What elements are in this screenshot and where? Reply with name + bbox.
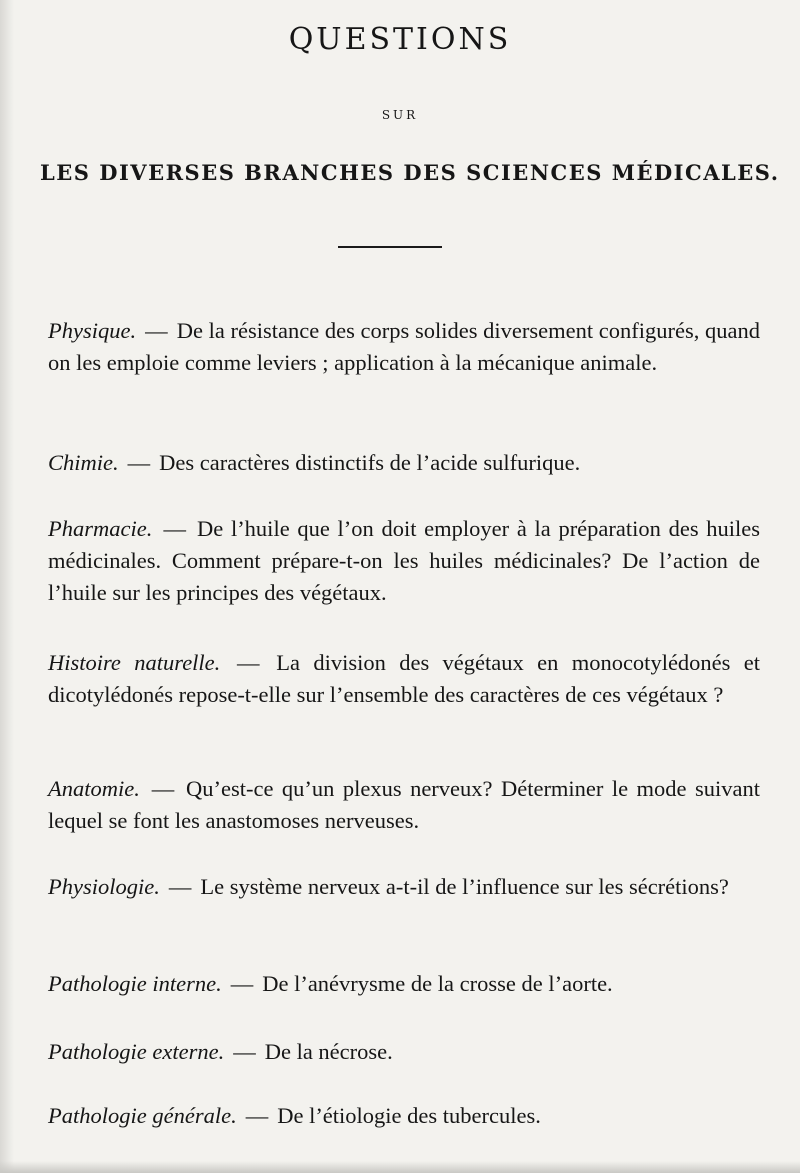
question-separator: — (245, 1103, 269, 1128)
question-separator: — (168, 874, 192, 899)
question-separator: — (145, 318, 168, 343)
question-separator: — (127, 450, 151, 475)
question-subject: Physiologie. (48, 874, 160, 899)
question-text: De l’étiologie des tubercules. (277, 1103, 541, 1128)
question-subject: Pharmacie. (48, 516, 153, 541)
page-subtitle: LES DIVERSES BRANCHES DES SCIENCES MÉDICALES. (40, 160, 780, 185)
scan-shadow-bottom (0, 1161, 800, 1173)
scan-shadow-left (0, 0, 14, 1173)
question-subject: Physique. (48, 318, 137, 343)
question-text: De l’anévrysme de la crosse de l’aorte. (262, 971, 613, 996)
question-anatomie (48, 773, 760, 837)
question-chimie (48, 447, 760, 479)
question-pathologie-externe (48, 1036, 760, 1068)
question-separator: — (230, 971, 254, 996)
question-pathologie-generale (48, 1100, 760, 1132)
section-divider (338, 246, 442, 248)
question-subject: Anatomie. (48, 776, 140, 801)
question-separator: — (233, 1039, 256, 1064)
question-pharmacie (48, 513, 760, 609)
question-text: De l’huile que l’on doit employer à la préparation des huiles médicinales. Comment prépare-t-on les huiles médicinales? De l’action de l’huile sur les principes des végétaux. (48, 516, 761, 605)
page-title: QUESTIONS (288, 22, 512, 57)
question-subject: Pathologie externe. (48, 1039, 225, 1064)
question-physique (48, 315, 760, 379)
question-text: Le système nerveux a-t-il de l’influence sur les sécrétions? (200, 874, 729, 899)
question-separator: — (151, 776, 175, 801)
question-subject: Pathologie générale. (48, 1103, 237, 1128)
question-physiologie (48, 871, 760, 903)
question-text: La division des végétaux en monocotylédonés et dicotylédonés repose-t-elle sur l’ensemble des caractères de ces végétaux ? (48, 650, 761, 707)
question-text: Des caractères distinctifs de l’acide sulfurique. (159, 450, 581, 475)
question-pathologie-interne (48, 968, 760, 1000)
question-subject: Chimie. (48, 450, 119, 475)
title-connector: SUR (381, 108, 419, 122)
question-text: De la nécrose. (264, 1039, 393, 1064)
question-text: Qu’est-ce qu’un plexus nerveux? Déterminer le mode suivant lequel se font les anastomoses nerveuses. (48, 776, 760, 833)
question-separator: — (163, 516, 186, 541)
question-subject: Pathologie interne. (48, 971, 222, 996)
question-subject: Histoire naturelle. (48, 650, 221, 675)
question-separator: — (237, 650, 260, 675)
question-histoire-naturelle (48, 647, 760, 711)
question-text: De la résistance des corps solides diversement configurés, quand on les emploie comme leviers ; application à la mécanique animale. (48, 318, 760, 375)
